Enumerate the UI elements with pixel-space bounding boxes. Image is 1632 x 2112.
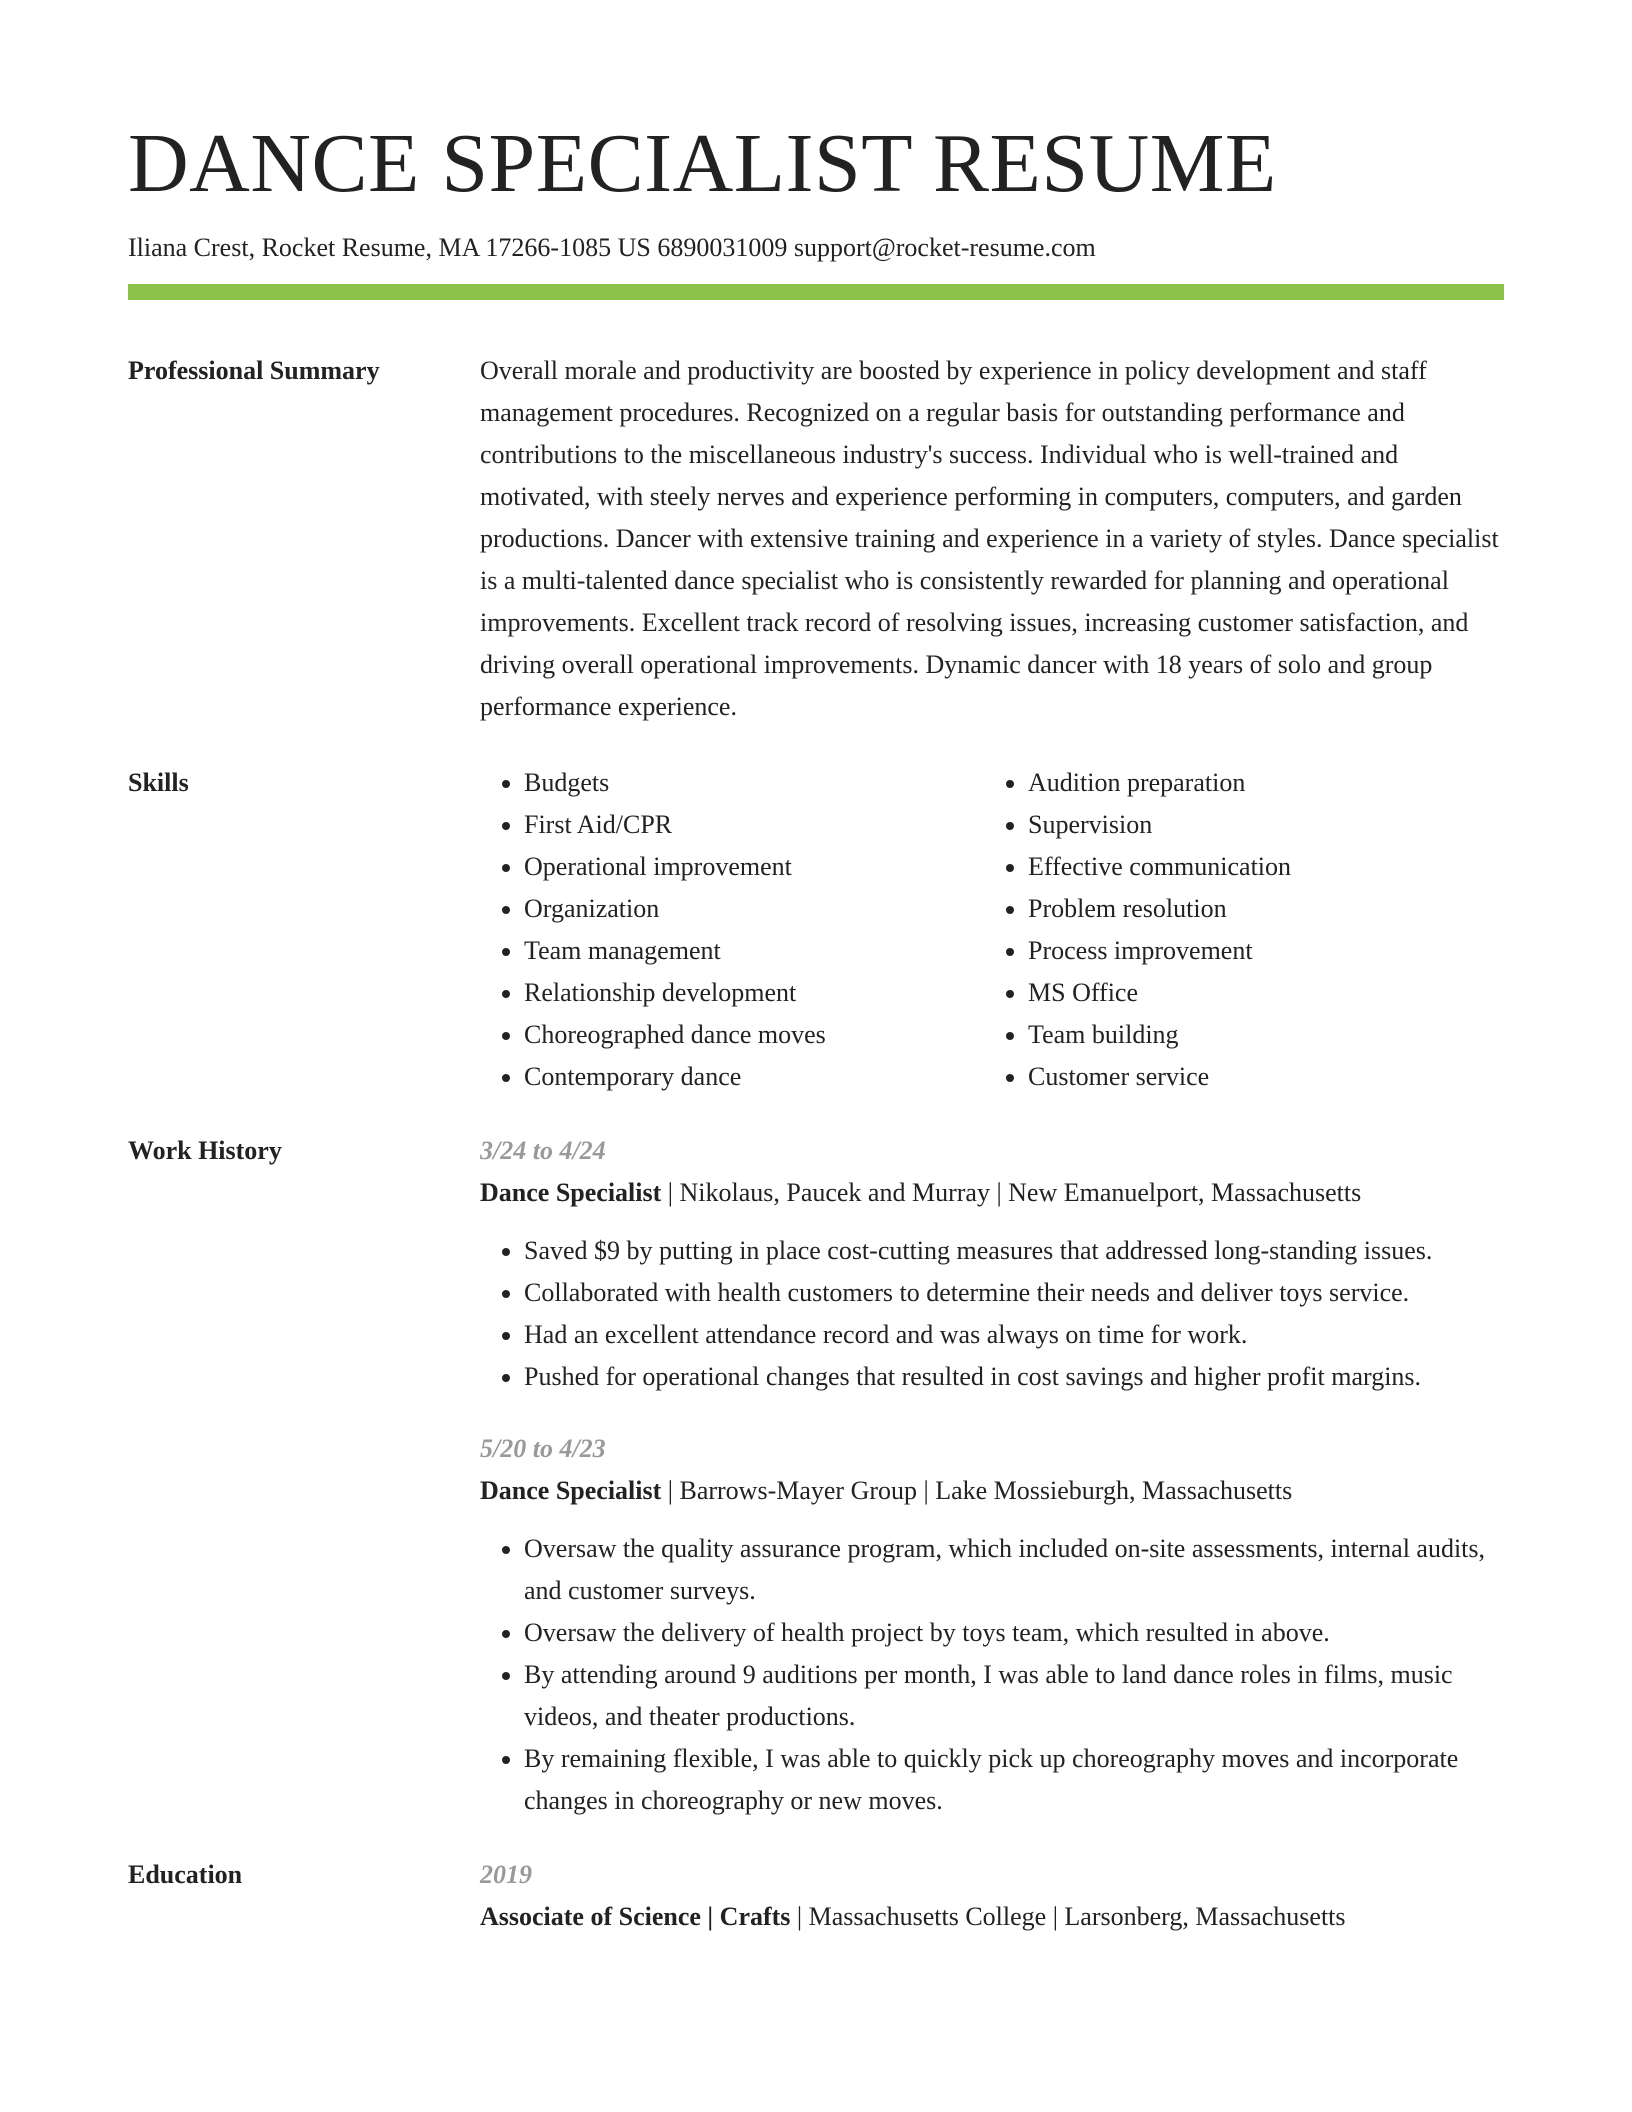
skills-section (128, 762, 1504, 1098)
education-section (128, 1854, 1504, 1938)
job-title: Dance Specialist (480, 1177, 662, 1207)
job-bullet: • Had an excellent attendance record and was always on time for work. (524, 1314, 1504, 1356)
skill-item: • Supervision (1028, 804, 1488, 846)
skills-heading: Skills (128, 767, 189, 797)
skill-item: • Organization (524, 888, 984, 930)
skill-item: • Team building (1028, 1014, 1488, 1056)
resume-page (128, 118, 1504, 1938)
skill-item: • Choreographed dance moves (524, 1014, 984, 1056)
job-bullet: • By attending around 9 auditions per month, I was able to land dance roles in films, music videos, and theater productions. (524, 1654, 1504, 1738)
education-line (480, 1896, 1504, 1938)
skills-list-right (984, 762, 1488, 1098)
work-history-section (128, 1130, 1504, 1822)
skill-item: • Process improvement (1028, 930, 1488, 972)
job-bullet: • Saved $9 by putting in place cost-cutting measures that addressed long-standing issues. (524, 1230, 1504, 1272)
skill-item: • Relationship development (524, 972, 984, 1014)
job-bullet: • Pushed for operational changes that resulted in cost savings and higher profit margins. (524, 1356, 1504, 1398)
skill-item: • Audition preparation (1028, 762, 1488, 804)
skill-item: • Customer service (1028, 1056, 1488, 1098)
degree: Associate of Science | Crafts (480, 1901, 791, 1931)
job-heading (480, 1172, 1504, 1214)
skill-item: • Contemporary dance (524, 1056, 984, 1098)
summary-text: Overall morale and productivity are boosted by experience in policy development and staff management procedures. Recognized on a regular basis for outstanding performance and contributions to the miscellaneous industry's success. Individual who is well-trained and motivated, with steely nerves and experience performing in computers, computers, and garden productions. Dancer with extensive training and experience in a variety of styles. Dance specialist is a multi-talented dance specialist who is consistently rewarded for planning and operational improvements. Excellent track record of resolving issues, increasing customer satisfaction, and driving overall operational improvements. Dynamic dancer with 18 years of solo and group performance experience. (480, 355, 1499, 721)
job-bullet: • Oversaw the delivery of health project by toys team, which resulted in above. (524, 1612, 1504, 1654)
job-bullet: • Collaborated with health customers to determine their needs and deliver toys service. (524, 1272, 1504, 1314)
contact-line: Iliana Crest, Rocket Resume, MA 17266-1085 US 6890031009 support@rocket-resume.com (128, 233, 1096, 263)
job-entry (480, 1428, 1504, 1822)
skill-item: • First Aid/CPR (524, 804, 984, 846)
job-bullet: • Oversaw the quality assurance program, which included on-site assessments, internal audits, and customer surveys. (524, 1528, 1504, 1612)
skills-list-left (480, 762, 984, 1098)
job-bullets (480, 1528, 1504, 1822)
job-heading (480, 1470, 1504, 1512)
school-location: | Massachusetts College | Larsonberg, Massachusetts (790, 1901, 1346, 1931)
job-bullet: • By remaining flexible, I was able to quickly pick up choreography moves and incorporate changes in choreography or new moves. (524, 1738, 1504, 1822)
education-year: 2019 (480, 1859, 532, 1889)
work-history-body (480, 1130, 1504, 1822)
page-title: DANCE SPECIALIST RESUME (128, 117, 1277, 210)
job-dates: 3/24 to 4/24 (480, 1135, 606, 1165)
job-entry (480, 1130, 1504, 1398)
summary-section (128, 350, 1504, 728)
skill-item: • Problem resolution (1028, 888, 1488, 930)
job-dates: 5/20 to 4/23 (480, 1433, 606, 1463)
job-title: Dance Specialist (480, 1475, 662, 1505)
skills-columns (480, 762, 1504, 1098)
skill-item: • Operational improvement (524, 846, 984, 888)
work-history-heading: Work History (128, 1135, 282, 1165)
skill-item: • Effective communication (1028, 846, 1488, 888)
education-heading: Education (128, 1859, 243, 1889)
summary-heading: Professional Summary (128, 355, 380, 385)
job-employer-location: | Nikolaus, Paucek and Murray | New Emanuelport, Massachusetts (661, 1177, 1362, 1207)
education-body (480, 1854, 1504, 1938)
job-employer-location: | Barrows-Mayer Group | Lake Mossieburgh, Massachusetts (661, 1475, 1293, 1505)
skill-item: • MS Office (1028, 972, 1488, 1014)
job-bullets (480, 1230, 1504, 1398)
accent-divider (128, 284, 1504, 300)
skill-item: • Budgets (524, 762, 984, 804)
skill-item: • Team management (524, 930, 984, 972)
